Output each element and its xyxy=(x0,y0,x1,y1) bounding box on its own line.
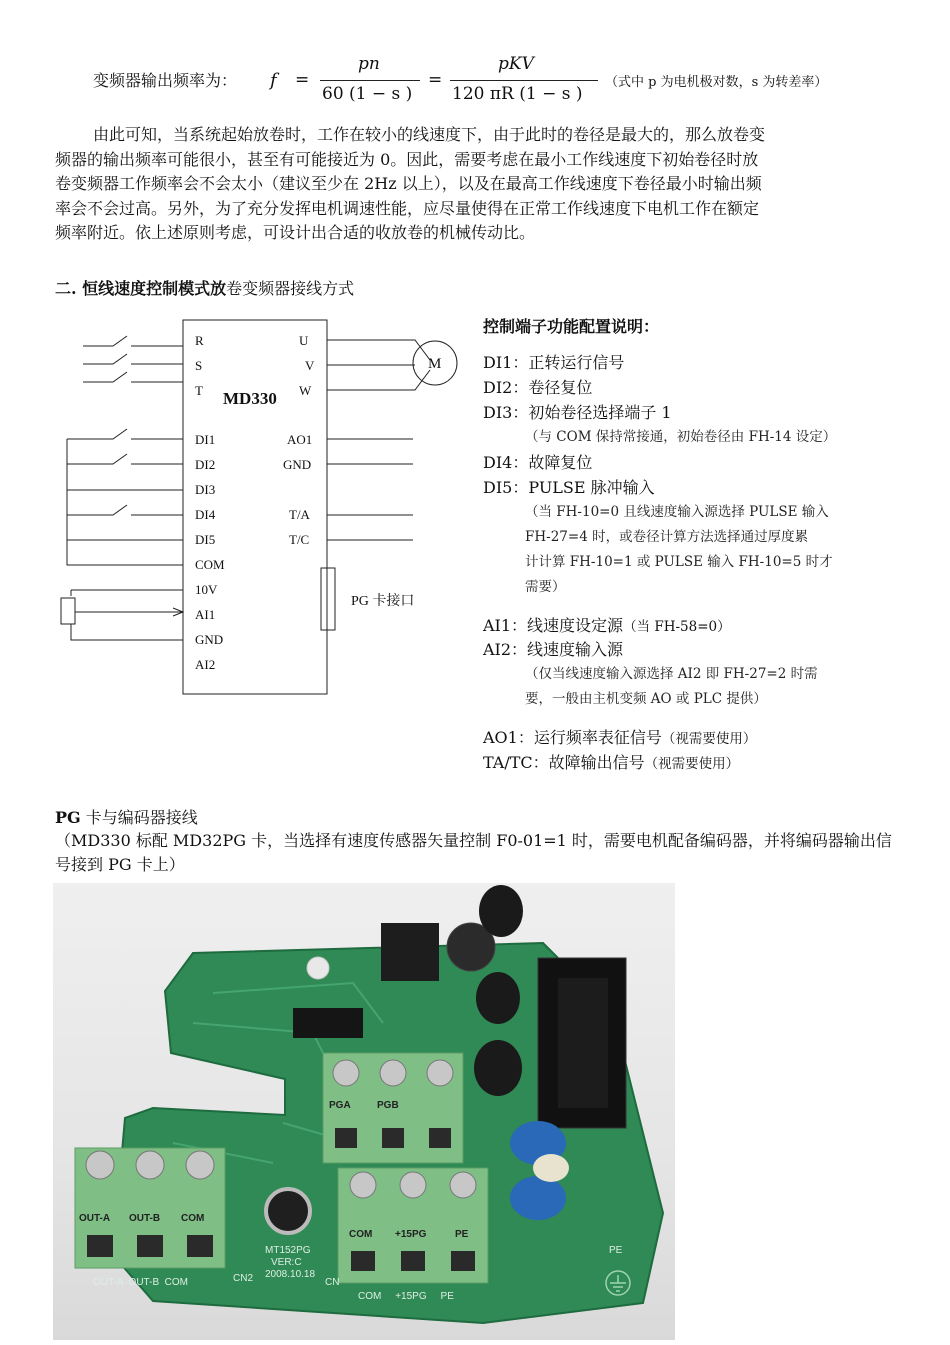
photo-label: PGA xyxy=(329,1100,351,1111)
terminal-label: 10V xyxy=(195,582,218,597)
note-di5-sub xyxy=(525,500,870,600)
note-line: （仅当线速度输入源选择 AI2 即 FH-27=2 时需 xyxy=(525,666,818,682)
inductor xyxy=(381,923,439,981)
photo-label: COM xyxy=(349,1229,373,1240)
capacitor xyxy=(476,972,520,1024)
pg-heading-bold: PG xyxy=(55,808,81,827)
terminal-label: U xyxy=(299,333,309,348)
formula-num2: pKV xyxy=(498,54,534,74)
formula-den2: 120 πR (1 − s ) xyxy=(452,84,583,104)
note-ai1-small: （当 FH-58=0） xyxy=(623,619,731,635)
note-line: 计计算 FH-10=1 或 PULSE 输入 FH-10=5 时才 xyxy=(525,554,833,570)
photo-label: COM xyxy=(181,1213,205,1224)
paragraph-line: 频率附近。依上述原则考虑，可设计出合适的收放卷的机械传动比。 xyxy=(55,223,536,242)
terminal-label: DI3 xyxy=(195,482,216,497)
pg-heading-rest: 卡与编码器接线 xyxy=(80,808,198,827)
note-di5: DI5：PULSE 脉冲输入 xyxy=(483,478,655,497)
capacitor xyxy=(474,1040,522,1096)
note-tatc-main: TA/TC：故障输出信号 xyxy=(483,753,645,772)
terminal-label: DI5 xyxy=(195,532,216,547)
switch-s xyxy=(83,354,183,364)
pg-port xyxy=(321,568,335,630)
note-ai1 xyxy=(483,613,731,636)
terminal-label: GND xyxy=(283,457,312,472)
section-heading-bold: 二. 恒线速度控制模式放 xyxy=(55,279,227,298)
note-ao1-small: （视需要使用） xyxy=(661,731,757,747)
terminal-label: AI2 xyxy=(195,657,216,672)
note-ao1-main: AO1：运行频率表征信号 xyxy=(483,728,662,747)
terminal-label: T xyxy=(195,383,203,398)
silk-label: PE xyxy=(609,1245,623,1256)
pg-intro: （MD330 标配 MD32PG 卡，当选择有速度传感器矢量控制 F0-01=1 时，需要电机配备编码器，并将编码器输出信号接到 PG 卡上） xyxy=(55,831,892,874)
note-ai1-main: AI1：线速度设定源 xyxy=(483,616,624,635)
terminal-label: T/A xyxy=(289,507,310,522)
section-heading-rest: 卷变频器接线方式 xyxy=(226,279,355,298)
note-line: 要，一般由主机变频 AO 或 PLC 提供） xyxy=(525,691,767,707)
photo-label: OUT-A xyxy=(79,1213,111,1224)
terminal-label: DI2 xyxy=(195,457,216,472)
silk-label: COM +15PG PE xyxy=(358,1291,454,1302)
formula-note: （式中 p 为电机极对数，s 为转差率） xyxy=(605,75,828,90)
paragraph-line: 率会不会过高。另外，为了充分发挥电机调速性能，应尽量使得在正常工作线速度下电机工作在额定 xyxy=(55,198,760,218)
note-line: （当 FH-10=0 且线速度输入源选择 PULSE 输入 xyxy=(525,504,829,520)
terminal-label: COM xyxy=(195,557,225,572)
note-tatc-small: （视需要使用） xyxy=(644,756,740,772)
photo-label: +15PG xyxy=(395,1229,427,1240)
formula-label: 变频器输出频率为： xyxy=(93,71,238,90)
pg-label: PG 卡接口 xyxy=(351,594,415,609)
fraction-bar-1 xyxy=(320,80,420,81)
paragraph-line: 由此可知，当系统起始放卷时，工作在较小的线速度下，由于此时的卷径是最大的，那么放卷变 xyxy=(93,125,766,144)
mounting-hole xyxy=(266,1189,310,1233)
terminal-label: AI1 xyxy=(195,607,216,622)
terminal-label: W xyxy=(299,383,312,398)
formula xyxy=(270,52,870,107)
terminal-label: DI1 xyxy=(195,432,216,447)
terminal-label: S xyxy=(195,358,203,373)
note-di4: DI4：故障复位 xyxy=(483,453,593,472)
section-heading xyxy=(55,276,354,299)
ic-chip xyxy=(293,1008,363,1038)
formula-eq2: = xyxy=(428,70,443,90)
switch-di1 xyxy=(67,429,183,439)
note-di1: DI1：正转运行信号 xyxy=(483,353,625,372)
note-di3: DI3：初始卷径选择端子 1 xyxy=(483,403,672,422)
silk-label: CN xyxy=(325,1277,340,1288)
motor-label: M xyxy=(428,356,442,372)
notes-title: 控制端子功能配置说明： xyxy=(483,317,660,336)
paragraph-line: 频器的输出频率可能很小，甚至有可能接近为 0。因此，需要考虑在最小工作线速度下初始卷径时放 xyxy=(55,149,759,169)
silk-label: OUT-A OUT-B COM xyxy=(93,1277,189,1288)
switch-t xyxy=(83,372,183,382)
note-ai2: AI2：线速度输入源 xyxy=(483,640,624,659)
note-di2: DI2：卷径复位 xyxy=(483,378,593,397)
fraction-bar-2 xyxy=(450,80,598,81)
terminal-label: AO1 xyxy=(287,432,313,447)
terminal-label: R xyxy=(195,333,204,348)
switch-di4 xyxy=(67,505,183,515)
drive-model: MD330 xyxy=(223,389,277,408)
note-line: FH-27=4 时，或卷径计算方法选择通过厚度累 xyxy=(525,529,809,545)
terminal-label: DI4 xyxy=(195,507,216,522)
note-tatc xyxy=(483,750,739,773)
wiring-diagram xyxy=(55,310,475,705)
terminal-label: V xyxy=(305,358,315,373)
switch-r xyxy=(83,336,183,346)
note-ai2-sub xyxy=(525,662,870,712)
pg-card-photo xyxy=(53,883,675,1340)
photo-label: OUT-B xyxy=(129,1213,161,1224)
terminal-label: T/C xyxy=(289,532,310,547)
note-line: 需要） xyxy=(525,579,566,595)
formula-f: f xyxy=(270,70,277,91)
capacitor xyxy=(479,885,523,937)
formula-eq: = xyxy=(295,70,310,90)
note-di3-sub: （与 COM 保持常接通，初始卷径由 FH-14 设定） xyxy=(525,429,837,445)
silk-label: VER:C xyxy=(271,1257,302,1268)
pg-card-illustration xyxy=(53,883,675,1340)
potentiometer xyxy=(61,598,75,624)
photo-label: PE xyxy=(455,1229,469,1240)
pg-heading xyxy=(55,805,198,828)
note-ao1 xyxy=(483,725,756,748)
silk-label: MT152PG xyxy=(265,1245,311,1256)
switch-di2 xyxy=(67,454,183,464)
silk-label: 2008.10.18 xyxy=(265,1269,316,1280)
formula-den1: 60 (1 − s ) xyxy=(322,84,413,104)
formula-num1: pn xyxy=(358,54,380,74)
terminal-label: GND xyxy=(195,632,224,647)
photo-label: PGB xyxy=(377,1100,399,1111)
paragraph xyxy=(55,123,905,246)
paragraph-line: 卷变频器工作频率会不会太小（建议至少在 2Hz 以上），以及在最高工作线速度下卷径最小时输出频 xyxy=(55,174,762,193)
silk-label: CN2 xyxy=(233,1273,254,1284)
blue-capacitor xyxy=(510,1176,566,1220)
